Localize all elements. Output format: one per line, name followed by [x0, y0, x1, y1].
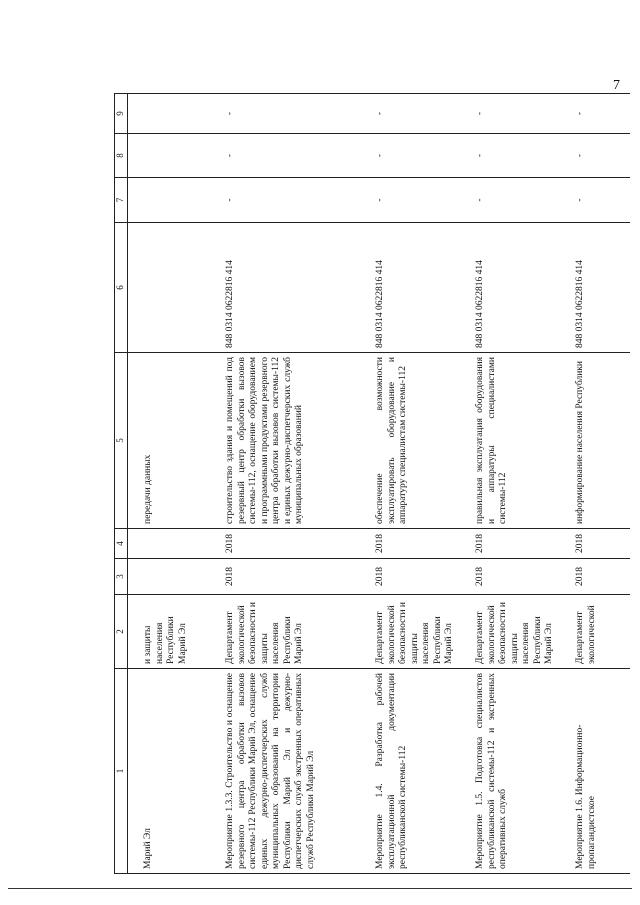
header-cell-8: 8	[115, 134, 128, 178]
table-row	[222, 94, 372, 874]
cell-7: -	[472, 178, 572, 223]
cell-9: -	[222, 94, 372, 134]
cell-start-year: 2018	[372, 559, 472, 595]
cell-executor: Департамент экологической безопасности и защиты населения Республики Марий Эл	[372, 595, 472, 669]
spacer-row	[128, 94, 141, 874]
cell-8: -	[472, 134, 572, 178]
header-cell-4: 4	[115, 529, 128, 559]
cell-code: 848 0314 0622816 414	[372, 223, 472, 353]
cell-event: Мероприятие 1.3.3. Строительство и оснащение резервного центра обработки вызовов системы-112 Республики Марий Эл, оснащение единых дежурно-диспетчерских служб муниципальных образований на территории Республики Марий Эл и дежурно-диспетчерских служб экстренных оперативных служб Республики Марий Эл	[222, 669, 372, 874]
table-row	[140, 94, 222, 874]
cell-executor: Департамент экологической безопасности и защиты населения Республики Марий Эл	[472, 595, 572, 669]
table-row	[472, 94, 572, 874]
cell-7: -	[572, 178, 630, 223]
cell-event: Мероприятие 1.5. Подготовка специалистов республиканской системы-112 и экстренных оперативных служб	[472, 669, 572, 874]
cell-8	[140, 134, 222, 178]
cell-9	[140, 94, 222, 134]
cell-8: -	[572, 134, 630, 178]
events-table	[114, 93, 630, 874]
cell-end-year	[140, 529, 222, 559]
cell-end-year: 2018	[472, 529, 572, 559]
cell-event: Марий Эл	[140, 669, 222, 874]
cell-9: -	[572, 94, 630, 134]
header-cell-1: 1	[115, 669, 128, 874]
header-cell-2: 2	[115, 595, 128, 669]
header-row	[115, 94, 128, 874]
table-row	[572, 94, 630, 874]
cell-7: -	[372, 178, 472, 223]
header-cell-5: 5	[115, 353, 128, 529]
cell-executor: Департамент экологической	[572, 595, 630, 669]
cell-start-year	[140, 559, 222, 595]
cell-code	[140, 223, 222, 353]
cell-9: -	[372, 94, 472, 134]
bottom-rule	[8, 888, 632, 889]
cell-executor: и защиты населения Республики Марий Эл	[140, 595, 222, 669]
cell-8: -	[372, 134, 472, 178]
cell-end-year: 2018	[572, 529, 630, 559]
cell-result: обеспечение возможности эксплуатировать оборудование и аппаратуру специалистам системы-112	[372, 353, 472, 529]
header-cell-7: 7	[115, 178, 128, 223]
cell-7: -	[222, 178, 372, 223]
cell-executor: Департамент экологической безопасности и защиты населения Республики Марий Эл	[222, 595, 372, 669]
cell-result: правильная эксплуатация оборудования и аппаратуры специалистами системы-112	[472, 353, 572, 529]
cell-8: -	[222, 134, 372, 178]
cell-result: информирование населения Республики	[572, 353, 630, 529]
cell-9: -	[472, 94, 572, 134]
header-cell-3: 3	[115, 559, 128, 595]
cell-code: 848 0314 0622816 414	[472, 223, 572, 353]
table-row	[372, 94, 472, 874]
header-cell-9: 9	[115, 94, 128, 134]
cell-end-year: 2018	[372, 529, 472, 559]
cell-event: Мероприятие 1.6. Информационно-пропагандистское	[572, 669, 630, 874]
cell-start-year: 2018	[222, 559, 372, 595]
cell-code: 848 0314 0622816 414	[572, 223, 630, 353]
cell-end-year: 2018	[222, 529, 372, 559]
cell-event: Мероприятие 1.4. Разработка рабочей эксплуатационной документации республиканской системы-112	[372, 669, 472, 874]
cell-start-year: 2018	[472, 559, 572, 595]
cell-result: строительство здания и помещений под резервный центр обработки вызовов системы-112, оснащение оборудованием и программными продуктами резервного центра обработки вызовов системы-112 и единых дежурно-диспетчерских служб муниципальных образований	[222, 353, 372, 529]
cell-7	[140, 178, 222, 223]
rotated-table-container	[114, 94, 630, 874]
cell-result: передачи данных	[140, 353, 222, 529]
cell-code: 848 0314 0622816 414	[222, 223, 372, 353]
header-cell-6: 6	[115, 223, 128, 353]
cell-start-year: 2018	[572, 559, 630, 595]
page-number: 7	[613, 78, 620, 93]
